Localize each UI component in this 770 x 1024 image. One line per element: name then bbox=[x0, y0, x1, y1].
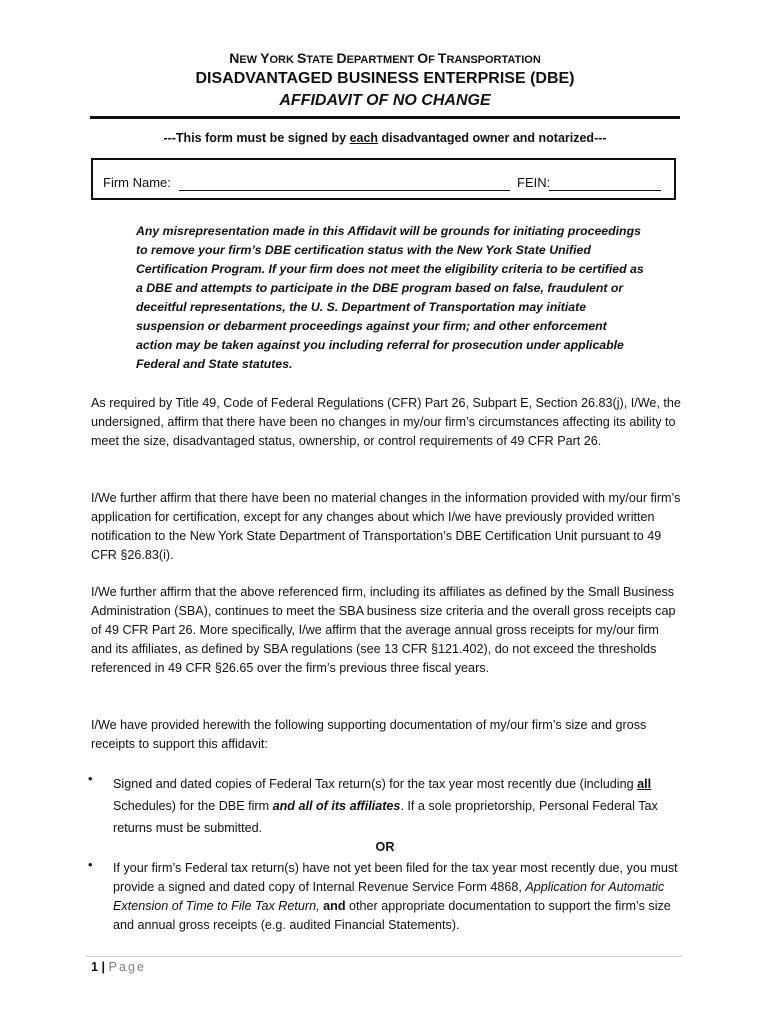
bullet-icon: • bbox=[88, 771, 93, 786]
dept-part: TRANSPORTATION bbox=[437, 50, 541, 66]
firm-name-field[interactable] bbox=[179, 190, 510, 191]
list-item-extension: If your firm’s Federal tax return(s) have not yet been filed for the tax year most recently due, you must provide a signed and dated copy of Internal Revenue Service Form 4868, Application for Automatic Extension of Time to File Tax Return, and other appropriate documentation to support the firm’s size and annual gross receipts (e.g. audited Financial Statements). bbox=[113, 861, 678, 932]
each-emphasis: each bbox=[349, 131, 379, 145]
page-number: 1 bbox=[91, 960, 99, 974]
dept-part: OF bbox=[417, 50, 438, 66]
signature-requirement-note: ---This form must be signed by each disadvantaged owner and notarized--- bbox=[163, 131, 607, 145]
paragraph-sba-size-criteria: I/We further affirm that the above referenced firm, including its affiliates as defined by the Small Business Administration (SBA), continues to meet the SBA business size criteria and the overall gross receipts cap of 49 CFR Part 26. More specifically, I/we affirm that the average annual gross receipts for my/our firm and its affiliates, as defined by SBA regulations (see 13 CFR §121.402), do not exceed the thresholds referenced in 49 CFR §26.65 over the firm’s previous three fiscal years. bbox=[91, 585, 676, 675]
dept-part: DEPARTMENT bbox=[336, 50, 418, 66]
fein-label: FEIN: bbox=[517, 175, 551, 190]
form-4868-title: Application for Automatic Extension of Time to File Tax Return, bbox=[113, 880, 665, 913]
header-divider bbox=[90, 116, 680, 119]
page-footer: 1 | Page bbox=[91, 960, 146, 974]
misrepresentation-warning: Any misrepresentation made in this Affidavit will be grounds for initiating proceedings to remove your firm’s DBE certification status with the New York State Unified Certification Program. If your firm does not meet the eligibility criteria to be certified as a DBE and attempts to participate in the DBE program based on false, fraudulent or deceitful representations, the U. S. Department of Transportation may initiate suspension or debarment proceedings against your firm; and other enforcement action may be taken against you including referral for prosecution under applicable Federal and State statutes. bbox=[136, 224, 644, 371]
fein-field[interactable] bbox=[549, 190, 661, 191]
form-title: AFFIDAVIT OF NO CHANGE bbox=[279, 92, 491, 109]
and-emphasis: and bbox=[323, 899, 346, 913]
all-emphasis: all bbox=[637, 777, 652, 791]
footer-divider bbox=[86, 956, 682, 957]
dept-part: YORK bbox=[260, 50, 297, 66]
paragraph-no-material-changes: I/We further affirm that there have been no material changes in the information provided with my/our firm’s application for certification, except for any changes about which I/we have previously provided written notification to the New York State Department of Transportation’s DBE Certification Unit pursuant to 49 CFR §26.83(i). bbox=[91, 491, 681, 562]
dept-part: NEW bbox=[229, 50, 261, 66]
program-title: DISADVANTAGED BUSINESS ENTERPRISE (DBE) bbox=[195, 70, 575, 87]
list-item-tax-returns: Signed and dated copies of Federal Tax return(s) for the tax year most recently due (including all Schedules) for the DBE firm and all of its affiliates. If a sole proprietorship, Personal Federal Tax returns must be submitted. bbox=[113, 777, 658, 835]
department-name bbox=[0, 50, 770, 66]
firm-name-label: Firm Name: bbox=[103, 175, 171, 190]
or-separator: OR bbox=[375, 840, 395, 854]
paragraph-supporting-docs: I/We have provided herewith the following supporting documentation of my/our firm’s size and gross receipts to support this affidavit: bbox=[91, 718, 647, 751]
affiliates-emphasis: and all of its affiliates bbox=[272, 799, 401, 813]
dept-part: STATE bbox=[296, 50, 337, 66]
firm-info-box bbox=[91, 158, 676, 200]
bullet-icon: • bbox=[88, 857, 93, 872]
paragraph-cfr-requirement: As required by Title 49, Code of Federal Regulations (CFR) Part 26, Subpart E, Section 26.83(j), I/We, the undersigned, affirm that there have been no changes in my/our firm’s circumstances affecting its ability to meet the size, disadvantaged status, ownership, or control requirements of 49 CFR Part 26. bbox=[91, 396, 681, 448]
page-word: Page bbox=[108, 960, 146, 974]
